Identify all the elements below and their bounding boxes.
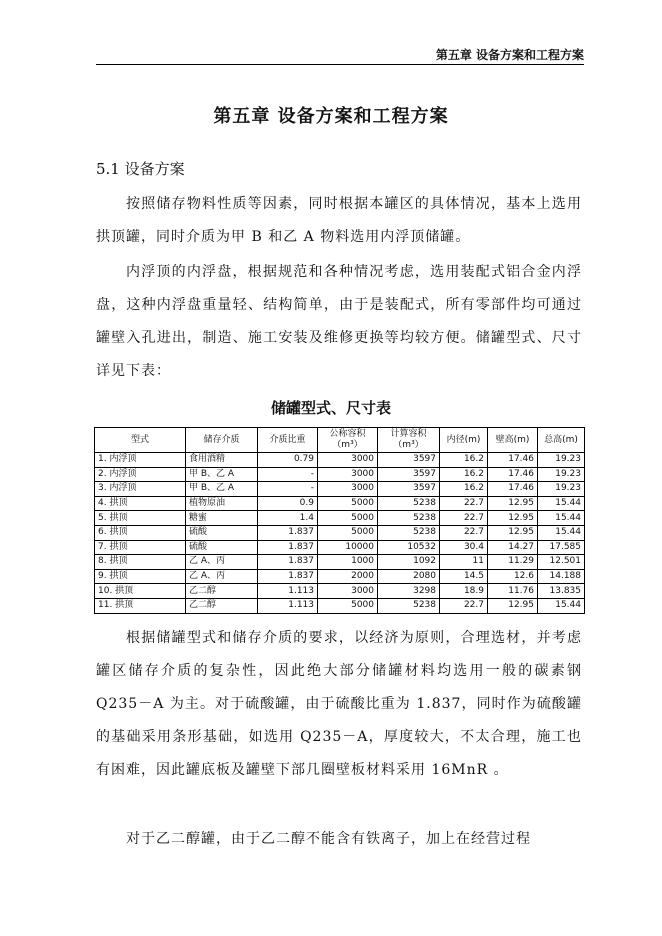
table-cell: 11. 拱顶 <box>95 598 186 613</box>
table-cell: 5238 <box>378 525 440 540</box>
header-divider <box>96 64 584 65</box>
table-cell: 糖蜜 <box>186 511 258 526</box>
table-cell: 10. 拱顶 <box>95 584 186 599</box>
column-header: 壁高(m) <box>488 428 538 453</box>
table-cell: 0.9 <box>258 496 318 511</box>
table-cell: 13.835 <box>538 584 585 599</box>
table-cell: 12.95 <box>488 496 538 511</box>
section-heading: 5.1 设备方案 <box>96 160 185 178</box>
table-cell: 11.76 <box>488 584 538 599</box>
paragraph-glycol: 对于乙二醇罐，由于乙二醇不能含有铁离子，加上在经营过程 <box>126 831 531 847</box>
table-cell: 14.188 <box>538 569 585 584</box>
table-cell: 2. 内浮顶 <box>95 467 186 482</box>
table-cell: 3298 <box>378 584 440 599</box>
table-row <box>95 496 585 511</box>
table-cell: - <box>258 482 318 497</box>
table-cell: 硫酸 <box>186 540 258 555</box>
table-cell: 22.7 <box>440 525 488 540</box>
table-header-row <box>95 428 585 453</box>
table-cell: 植物原油 <box>186 496 258 511</box>
paragraph-materials: 根据储罐型式和储存介质的要求，以经济为原则，合理选材，并考虑罐区储存介质的复杂性，因此绝大部分储罐材料均选用一般的碳素钢 Q235－A 为主。对于硫酸罐，由于硫酸比重为 1.837，同时作为硫酸罐的基础采用条形基础，如选用 Q235－A，厚度较大，不太合理，施工也有困难，因此罐底板及罐壁下部几圈壁板材料采用 16MnR 。 <box>96 630 582 778</box>
table-cell: 11.29 <box>488 555 538 570</box>
table-cell: 7. 拱顶 <box>95 540 186 555</box>
tank-spec-table <box>94 427 585 614</box>
table-cell: 14.5 <box>440 569 488 584</box>
table-cell: 12.501 <box>538 555 585 570</box>
table-cell: 19.23 <box>538 467 585 482</box>
table-cell: 18.9 <box>440 584 488 599</box>
paragraph-floating-roof: 内浮顶的内浮盘，根据规范和各种情况考虑，选用装配式铝合金内浮盘，这种内浮盘重量轻、结构简单，由于是装配式，所有零部件均可通过罐壁入孔进出，制造、施工安装及维修更换等均较方便。储罐型式、尺寸详见下表： <box>96 264 582 379</box>
column-header: 储存介质 <box>186 428 258 453</box>
table-cell: 17.46 <box>488 453 538 468</box>
table-cell: 5000 <box>318 525 378 540</box>
table-cell: - <box>258 467 318 482</box>
table-cell: 3000 <box>318 482 378 497</box>
table-cell: 15.44 <box>538 598 585 613</box>
table-cell: 12.95 <box>488 598 538 613</box>
table-cell: 11 <box>440 555 488 570</box>
column-header: 型式 <box>95 428 186 453</box>
table-row <box>95 453 585 468</box>
table-row <box>95 511 585 526</box>
table-cell: 10532 <box>378 540 440 555</box>
table-cell: 1.4 <box>258 511 318 526</box>
table-cell: 16.2 <box>440 482 488 497</box>
table-cell: 2080 <box>378 569 440 584</box>
table-cell: 1.837 <box>258 525 318 540</box>
table-cell: 3000 <box>318 467 378 482</box>
table-cell: 17.46 <box>488 467 538 482</box>
table-cell: 16.2 <box>440 467 488 482</box>
table-cell: 乙二醇 <box>186 584 258 599</box>
table-cell: 甲 B、乙 A <box>186 482 258 497</box>
table-cell: 14.27 <box>488 540 538 555</box>
table-cell: 22.7 <box>440 511 488 526</box>
table-row <box>95 482 585 497</box>
table-row <box>95 525 585 540</box>
table-cell: 15.44 <box>538 496 585 511</box>
table-cell: 乙二醇 <box>186 598 258 613</box>
table-cell: 硫酸 <box>186 525 258 540</box>
paragraph-intro: 按照储存物料性质等因素，同时根据本罐区的具体情况，基本上选用拱顶罐，同时介质为甲 B 和乙 A 物料选用内浮顶储罐。 <box>96 196 582 245</box>
table-cell: 2000 <box>318 569 378 584</box>
table-cell: 乙 A、丙 <box>186 569 258 584</box>
table-cell: 22.7 <box>440 598 488 613</box>
table-cell: 1000 <box>318 555 378 570</box>
chapter-title: 第五章 设备方案和工程方案 <box>213 106 449 127</box>
table-cell: 6. 拱顶 <box>95 525 186 540</box>
table-cell: 甲 B、乙 A <box>186 467 258 482</box>
table-cell: 3597 <box>378 453 440 468</box>
table-row <box>95 555 585 570</box>
table-cell: 4. 拱顶 <box>95 496 186 511</box>
table-cell: 1.113 <box>258 598 318 613</box>
table-cell: 3000 <box>318 453 378 468</box>
column-header: 计算容积（m³） <box>378 428 440 453</box>
table-cell: 1092 <box>378 555 440 570</box>
table-cell: 1.113 <box>258 584 318 599</box>
table-row <box>95 540 585 555</box>
table-cell: 食用酒精 <box>186 453 258 468</box>
column-header: 总高(m) <box>538 428 585 453</box>
table-cell: 15.44 <box>538 511 585 526</box>
table-row <box>95 467 585 482</box>
table-cell: 22.7 <box>440 496 488 511</box>
table-cell: 乙 A、丙 <box>186 555 258 570</box>
table-cell: 1.837 <box>258 555 318 570</box>
table-cell: 5000 <box>318 511 378 526</box>
table-row <box>95 598 585 613</box>
table-cell: 5238 <box>378 511 440 526</box>
table-cell: 5000 <box>318 598 378 613</box>
table-caption: 储罐型式、尺寸表 <box>270 399 391 417</box>
table-cell: 5238 <box>378 496 440 511</box>
table-cell: 1. 内浮顶 <box>95 453 186 468</box>
table-cell: 12.95 <box>488 511 538 526</box>
column-header: 内径(m) <box>440 428 488 453</box>
table-cell: 3. 内浮顶 <box>95 482 186 497</box>
column-header: 介质比重 <box>258 428 318 453</box>
table-cell: 15.44 <box>538 525 585 540</box>
table-row <box>95 584 585 599</box>
table-cell: 19.23 <box>538 453 585 468</box>
table-cell: 9. 拱顶 <box>95 569 186 584</box>
table-cell: 1.837 <box>258 540 318 555</box>
table-cell: 1.837 <box>258 569 318 584</box>
table-cell: 17.585 <box>538 540 585 555</box>
column-header: 公称容积（m³） <box>318 428 378 453</box>
table-cell: 16.2 <box>440 453 488 468</box>
table-cell: 3597 <box>378 467 440 482</box>
table-cell: 10000 <box>318 540 378 555</box>
table-cell: 5. 拱顶 <box>95 511 186 526</box>
table-cell: 3000 <box>318 584 378 599</box>
table-cell: 19.23 <box>538 482 585 497</box>
table-cell: 0.79 <box>258 453 318 468</box>
table-cell: 30.4 <box>440 540 488 555</box>
table-cell: 12.95 <box>488 525 538 540</box>
table-cell: 3597 <box>378 482 440 497</box>
table-cell: 5238 <box>378 598 440 613</box>
table-row <box>95 569 585 584</box>
table-cell: 8. 拱顶 <box>95 555 186 570</box>
table-cell: 17.46 <box>488 482 538 497</box>
table-cell: 5000 <box>318 496 378 511</box>
table-cell: 12.6 <box>488 569 538 584</box>
running-header-title: 第五章 设备方案和工程方案 <box>435 48 584 62</box>
